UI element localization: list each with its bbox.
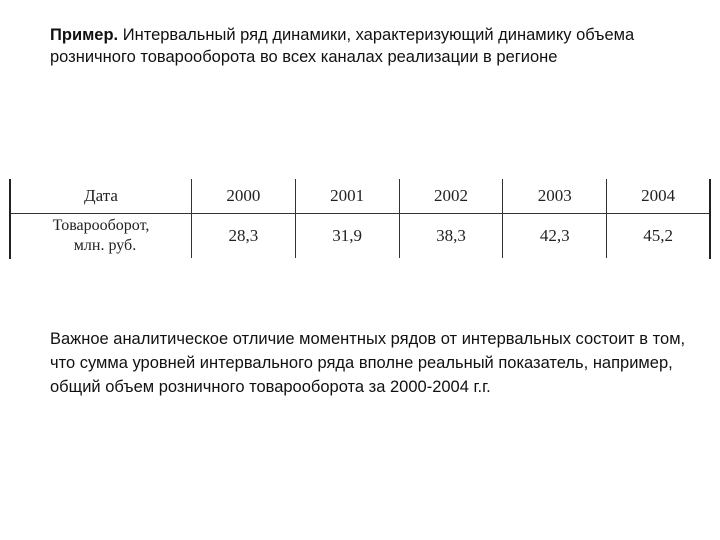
- table-header-row: [11, 179, 709, 214]
- year-cell: 2003: [503, 179, 607, 214]
- year-cell: 2004: [607, 179, 709, 214]
- value-cell: 42,3: [503, 214, 607, 259]
- table-row: [11, 214, 709, 259]
- data-table: [9, 179, 711, 259]
- conclusion-paragraph: Важное аналитическое отличие моментных рядов от интервальных состоит в том, что сумма уровней интервального ряда вполне реальный показатель, например, общий объем розничного товарооборота за 2000-2004 г.г.: [50, 330, 686, 396]
- row-label-line2: млн. руб.: [73, 237, 137, 254]
- turnover-table: [11, 179, 709, 258]
- row-label-line1: Товарооборот,: [52, 217, 150, 234]
- year-cell: 2000: [192, 179, 296, 214]
- row-label-cell: [11, 214, 192, 259]
- value-cell: 38,3: [399, 214, 503, 259]
- year-cell: 2002: [399, 179, 503, 214]
- year-cell: 2001: [295, 179, 399, 214]
- intro-paragraph: [50, 24, 700, 68]
- header-label-cell: Дата: [11, 179, 192, 214]
- intro-text: Интервальный ряд динамики, характеризующий динамику объема розничного товарооборота во всех каналах реализации в регионе: [50, 26, 635, 66]
- value-cell: 45,2: [607, 214, 709, 259]
- value-cell: 28,3: [192, 214, 296, 259]
- value-cell: 31,9: [295, 214, 399, 259]
- intro-bold-lead: Пример.: [50, 26, 119, 44]
